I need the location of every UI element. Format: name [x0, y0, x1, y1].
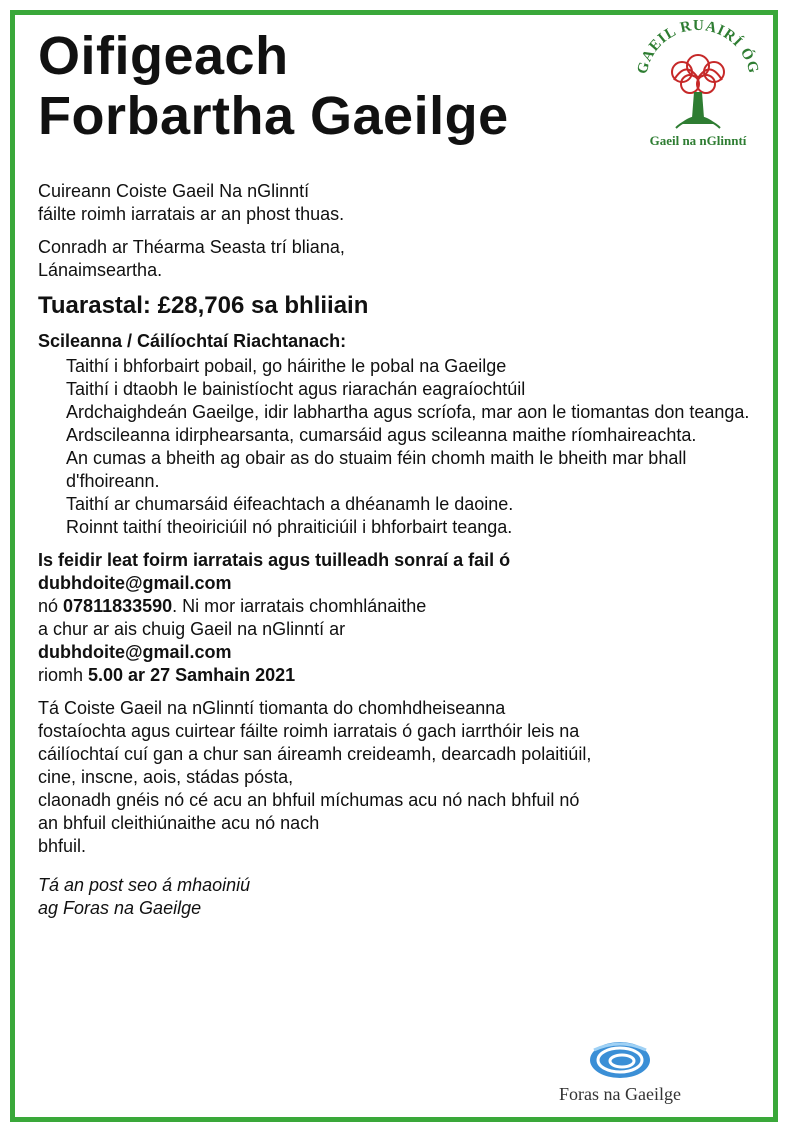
deadline-prefix: riomh	[38, 665, 89, 685]
foras-na-gaeilge-logo	[540, 1036, 700, 1106]
or-prefix: nó	[38, 596, 64, 616]
skills-heading: Scileanna / Cáilíochtaí Riachtanach:	[38, 331, 347, 351]
list-item: Taithí i dtaobh le bainistíocht agus riarachán eagraíochtúil	[66, 379, 526, 399]
foras-swirl-icon	[540, 1036, 700, 1084]
equality-line-3: cáilíochtaí cuí gan a chur san áireamh creideamh, dearcadh polaitiúil,	[38, 744, 592, 764]
equality-line-1: Tá Coiste Gaeil na nGlinntí tiomanta do chomhdheiseanna	[38, 698, 506, 718]
equality-line-7: bhfuil.	[38, 836, 87, 856]
deadline	[38, 664, 758, 687]
gaeil-ruairi-og-logo	[628, 20, 778, 160]
contact-line-4: a chur ar ais chuig Gaeil na nGlinntí ar	[38, 619, 346, 639]
title-line-2: Forbartha Gaeilge	[38, 86, 509, 146]
list-item: An cumas a bheith ag obair as do stuaim féin chomh maith le bheith mar bhall d'fhoireann.	[66, 448, 687, 491]
logo-caption: Gaeil na nGlinntí	[649, 133, 747, 148]
list-item: Taithí i bhforbairt pobail, go háirithe le pobal na Gaeilge	[66, 356, 507, 376]
equality-line-6: an bhfuil cleithiúnaithe acu nó nach	[38, 813, 320, 833]
foras-caption: Foras na Gaeilge	[559, 1084, 681, 1104]
contact-line-1: Is feidir leat foirm iarratais agus tuilleadh sonraí a fail ó	[38, 550, 511, 570]
salary: Tuarastal: £28,706 sa bhliiain	[38, 292, 369, 319]
skills-list	[38, 355, 758, 539]
page-title	[38, 26, 509, 146]
contact-line-3	[38, 595, 758, 618]
contact-email-2[interactable]: dubhdoite@gmail.com	[38, 642, 232, 662]
deadline-value: 5.00 ar 27 Samhain 2021	[88, 665, 296, 685]
logo-arc-text: GAEIL RUAIRÍ ÓG	[634, 20, 762, 76]
intro-line-4: Lánaimseartha.	[38, 260, 163, 280]
funding-line-2: ag Foras na Gaeilge	[38, 898, 202, 918]
advert-body	[38, 180, 758, 920]
intro-line-1: Cuireann Coiste Gaeil Na nGlinntí	[38, 181, 310, 201]
intro-line-3: Conradh ar Théarma Seasta trí bliana,	[38, 237, 345, 257]
list-item: Ardscileanna idirphearsanta, cumarsáid agus scileanna maithe ríomhaireachta.	[66, 425, 697, 445]
tree-crest-icon	[628, 20, 768, 135]
equality-line-2: fostaíochta agus cuirtear fáilte roimh iarratais ó gach iarrthóir leis na	[38, 721, 580, 741]
title-line-1: Oifigeach	[38, 26, 289, 86]
equality-line-4: cine, inscne, aois, stádas pósta,	[38, 767, 294, 787]
intro-line-2: fáilte roimh iarratais ar an phost thuas.	[38, 204, 345, 224]
list-item: Roinnt taithí theoiriciúil nó phraiticiúil i bhforbairt teanga.	[66, 517, 513, 537]
contact-email-1[interactable]: dubhdoite@gmail.com	[38, 573, 232, 593]
svg-text:GAEIL RUAIRÍ ÓG	[635, 20, 762, 76]
list-item: Taithí ar chumarsáid éifeachtach a dhéanamh le daoine.	[66, 494, 514, 514]
equality-line-5: claonadh gnéis nó cé acu an bhfuil míchumas acu nó nach bhfuil nó	[38, 790, 580, 810]
funding-line-1: Tá an post seo á mhaoiniú	[38, 875, 251, 895]
contact-phone[interactable]: 07811833590	[63, 596, 173, 616]
list-item: Ardchaighdeán Gaeilge, idir labhartha agus scríofa, mar aon le tiomantas don teanga.	[66, 402, 750, 422]
contact-line-3-rest: . Ni mor iarratais chomhlánaithe	[172, 596, 427, 616]
